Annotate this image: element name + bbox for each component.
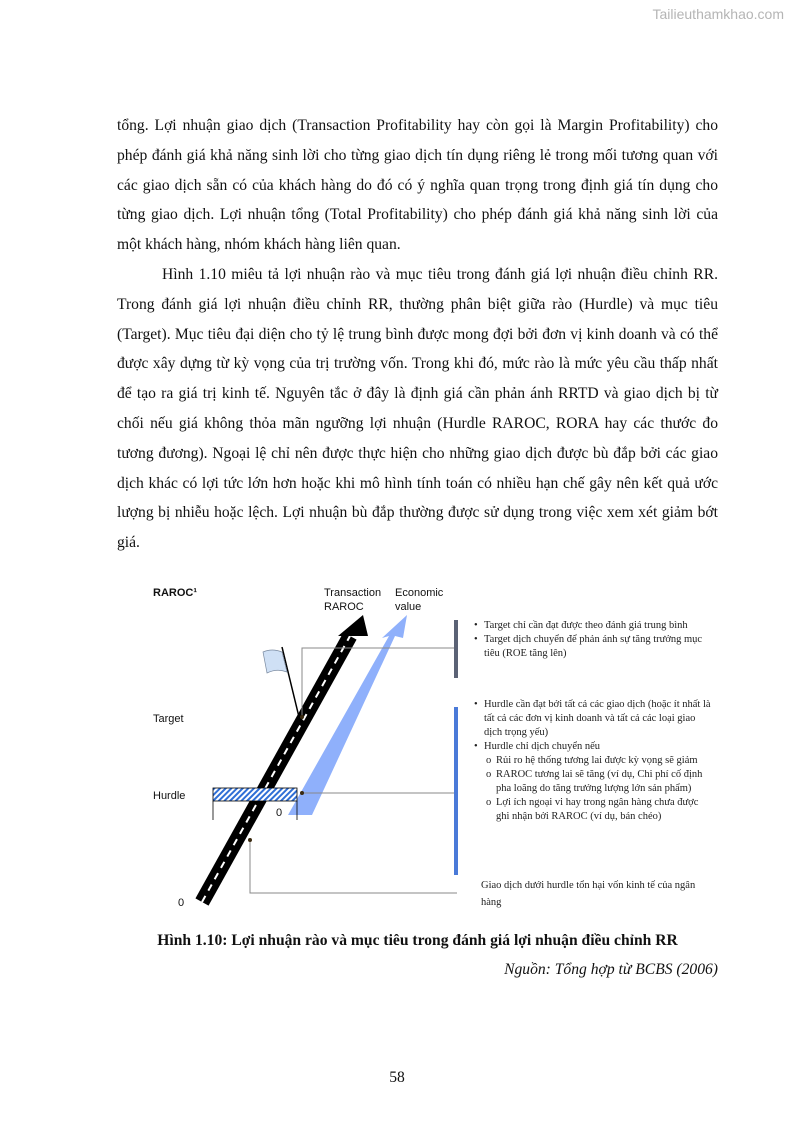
figure-caption: Hình 1.10: Lợi nhuận rào và mục tiêu trong đánh giá lợi nhuận điều chỉnh RR xyxy=(157,932,678,949)
note: • Target chỉ cần đạt được theo đánh giá trung bình xyxy=(474,619,709,633)
y-axis-label: RAROC¹ xyxy=(153,587,197,599)
note: • Hurdle chỉ dịch chuyển nếu xyxy=(474,740,714,754)
hurdle-notes xyxy=(474,698,714,824)
target-label: Target xyxy=(153,713,184,725)
paragraph: Hình 1.10 miêu tả lợi nhuận rào và mục tiêu trong đánh giá lợi nhuận điều chỉnh RR. Trong đánh giá lợi nhuận điều chỉnh RR, thường phân biệt giữa rào (Hurdle) và mục tiêu (Target). Mục tiêu đại diện cho tỷ lệ trung bình được mong đợi bởi đơn vị kinh doanh và có thể được xây dựng từ kỳ vọng của trị trường vốn. Trong khi đó, mức rào là mức yêu cầu thấp nhất để tạo ra giá trị kinh tế. Nguyên tắc ở đây là định giá cần phản ánh RRTD và giao dịch bị từ chối nếu giá không thỏa mãn ngưỡng lợi nhuận (Hurdle RAROC, RORA hay các thước đo tương đương). Ngoại lệ chỉ nên được thực hiện cho những giao dịch được bù đắp bởi các giao dịch khác có lợi tức lớn hơn hoặc khi mô hình tính toán có nhiều hạn chế gây nên kết quả ước lượng bị nhiễu hoặc lệch. Lợi nhuận bù đắp thường được sử dụng trong việc xem xét giảm bớt giá. xyxy=(117,265,718,552)
watermark: Tailieuthamkhao.com xyxy=(652,6,784,22)
subnote: o Lợi ích ngoại vi hay trong ngân hàng chưa được ghi nhận bởi RAROC (ví dụ, bán chéo) xyxy=(474,796,714,824)
below-hurdle-note: Giao dịch dưới hurdle tổn hại vốn kinh tế của ngân hàng xyxy=(481,880,696,908)
economic-value-label xyxy=(395,586,443,614)
label-line: value xyxy=(395,601,422,613)
paragraph: tổng. Lợi nhuận giao dịch (Transaction Profitability hay còn gọi là Margin Profitability) cho phép đánh giá khả năng sinh lời cho từng giao dịch tín dụng riêng lẻ trong mối tương quan với các giao dịch sẵn có của khách hàng do đó có ý nghĩa quan trọng trong định giá tín dụng cho từng giao dịch. Lợi nhuận tổng (Total Profitability) cho phép đánh giá khả năng sinh lời của một khách hàng, nhóm khách hàng liên quan. xyxy=(117,117,718,254)
target-notes xyxy=(474,619,709,661)
label-line: RAROC xyxy=(324,601,364,613)
subnote: o RAROC tương lai sẽ tăng (ví dụ, Chi phí cố định pha loãng do tăng trưởng lượng lớn sản phẩm) xyxy=(474,768,714,796)
below-hurdle-connector xyxy=(250,840,457,893)
flag-pole xyxy=(282,647,299,717)
note: • Hurdle cần đạt bởi tất cả các giao dịch (hoặc ít nhất là tất cả các đơn vị kinh doanh và tất cả các loại giao dịch trọng yếu) xyxy=(474,698,714,740)
hurdle-side-bar xyxy=(454,707,458,875)
value-zero-label: 0 xyxy=(276,807,283,819)
axis-zero-label: 0 xyxy=(178,897,185,909)
page-number: 58 xyxy=(389,1069,405,1086)
target-side-bar xyxy=(454,620,458,678)
subnote: o Rủi ro hệ thống tương lai được kỳ vọng sẽ giảm xyxy=(474,754,714,768)
note: • Target dịch chuyển để phản ánh sự tăng trưởng mục tiêu (ROE tăng lên) xyxy=(474,633,709,661)
label-line: Economic xyxy=(395,587,444,599)
road-arrowhead xyxy=(338,615,368,636)
transaction-raroc-label xyxy=(324,586,381,614)
label-line: Transaction xyxy=(324,587,382,599)
figure-source: Nguồn: Tổng hợp từ BCBS (2006) xyxy=(504,961,718,978)
hurdle-bar xyxy=(213,788,297,801)
hurdle-label: Hurdle xyxy=(153,790,186,802)
